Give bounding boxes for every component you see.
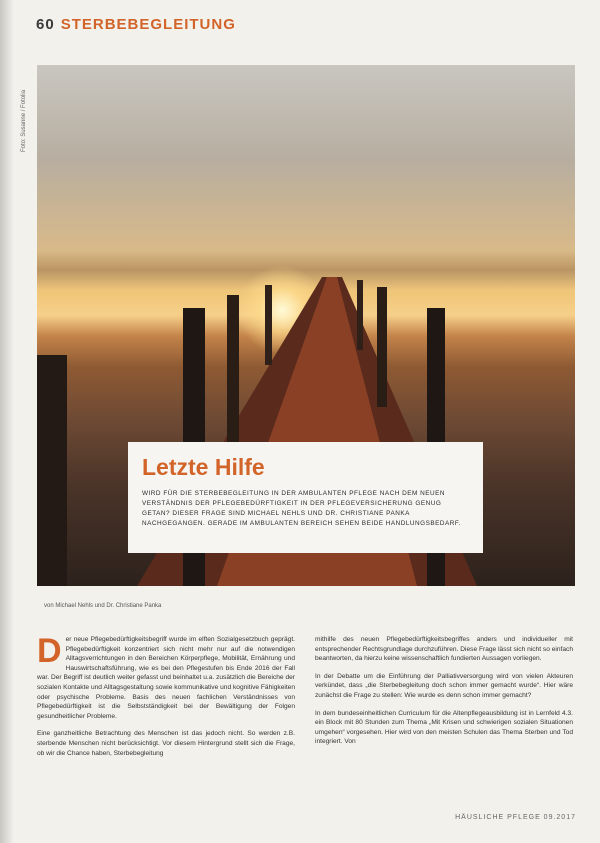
drop-cap: D [37,632,62,670]
byline: von Michael Nehls und Dr. Christiane Panka [44,603,162,609]
body-paragraph [37,632,295,721]
body-column-left [37,632,295,766]
page-binding-shadow [0,0,14,843]
body-paragraph: In dem bundeseinheitlichen Curriculum für die Altenpflegeausbildung ist in Lernfeld 4.3. ein Block mit 80 Stunden zum Thema „Mit Krisen und schwierigen sozialen Situationen umgehen“ vorgesehen. Hier wird von den meisten Schulen das Thema Sterben und Tod integriert. Von [315,709,573,746]
article-title: Letzte Hilfe [142,454,265,480]
photo-credit: Foto: Susanne / Fotolia [21,89,27,152]
section-title: STERBEBEGLEITUNG [60,16,236,33]
page-number: 60 [36,16,55,33]
article-lede: WIRD FÜR DIE STERBEBEGLEITUNG IN DER AMBULANTEN PFLEGE NACH DEM NEUEN VERSTÄNDNIS DER PFLEGEBEDÜRFTIGKEIT IN DER PFLEGEVERSICHERUNG GENUG GETAN? DIESER FRAGE SIND MICHAEL NEHLS UND DR. CHRISTIANE PANKA NACHGEGANGEN. GERADE IM AMBULANTEN BEREICH SEHEN BEIDE HANDLUNGSBEDARF. [142,490,461,527]
title-box [128,442,483,553]
page-header [36,16,236,33]
body-paragraph: Eine ganzheitliche Betrachtung des Menschen ist das jedoch nicht. So werden z.B. sterbende Menschen nicht berücksichtigt. Vor diesem Hintergrund stellt sich die Frage, ob wir die Chance haben, Sterbebegleitung [37,730,295,757]
paragraph-text: er neue Pflegebedürftigkeitsbegriff wurde im elften Sozialgesetzbuch geprägt. Pflegebedürftigkeit konzentriert sich nicht mehr nur auf die notwendigen Alltagsverrichtungen in den Bereichen Körperpflege, Mobilität, Ernährung und Hauswirtschaftsführung, wie es bei den Pflegestufen bis Ende 2016 der Fall war. Der Begriff ist deutlich weiter gefasst und beinhaltet u.a. zusätzlich die Bereiche der sozialen Kontakte und Alltagsgestaltung sowie kommunikative und kognitive Fähigkeiten oder psychische Probleme. Basis des neuen fachlichen Verständnisses von Pflegebedürftigkeit ist die Selbstständigkeit bei der Bewältigung der Folgen gesundheitlicher Probleme. [37,636,295,720]
body-paragraph: mithilfe des neuen Pflegebedürftigkeitsbegriffes anders und individueller mit entsprechender Rechtsgrundlage durchzuführen. Diese Frage lässt sich nicht so einfach beantworten, da hierzu keine wissenschaftlich fundierten Aussagen vorliegen. [315,636,573,663]
body-paragraph: In der Debatte um die Einführung der Palliativversorgung wird von vielen Akteuren verkündet, dass „die Sterbebegleitung doch schon immer gemacht wurde“. Hier wäre zunächst die Frage zu stellen: Wie wurde es denn schon immer gemacht? [315,672,573,699]
page-footer: HÄUSLICHE PFLEGE 09.2017 [455,814,576,821]
body-column-right [315,635,573,755]
